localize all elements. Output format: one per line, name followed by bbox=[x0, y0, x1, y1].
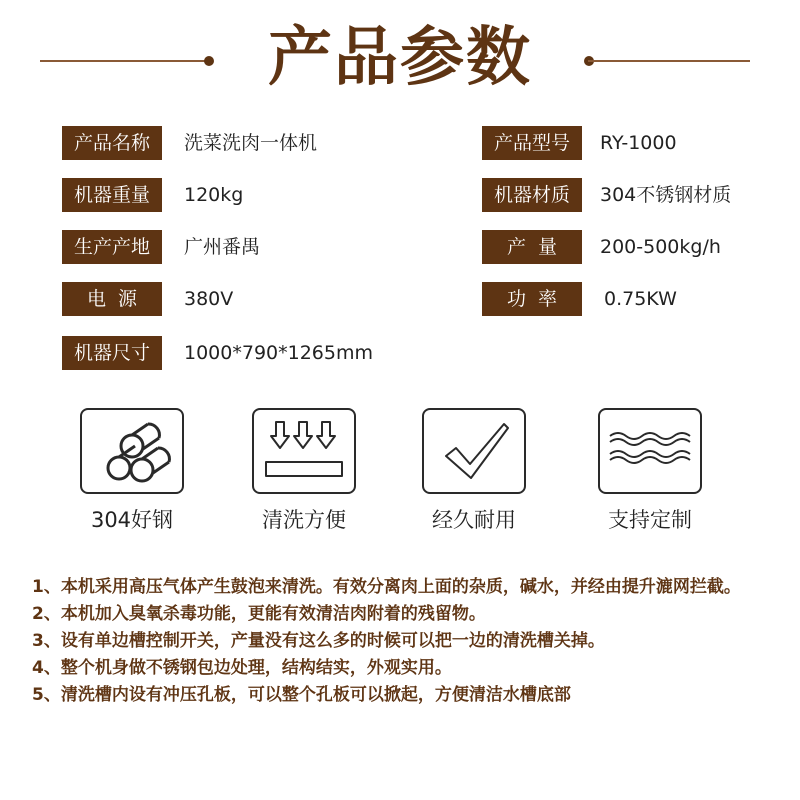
note-item: 2、本机加入臭氧杀毒功能，更能有效清洁肉附着的残留物。 bbox=[32, 604, 486, 624]
spec-label-power: 功 率 bbox=[482, 282, 582, 316]
feature-label-custom: 支持定制 bbox=[608, 508, 692, 532]
note-item: 4、整个机身做不锈钢包边处理，结构结实，外观实用。 bbox=[32, 658, 452, 678]
note-item: 5、清洗槽内设有冲压孔板，可以整个孔板可以掀起，方便清洁水槽底部 bbox=[32, 685, 571, 705]
spec-label-origin: 生产产地 bbox=[62, 230, 162, 264]
note-item: 3、设有单边槽控制开关，产量没有这么多的时候可以把一边的清洗槽关掉。 bbox=[32, 631, 605, 651]
header-divider-right bbox=[588, 60, 750, 62]
page-title: 产品参数 bbox=[268, 21, 532, 95]
spec-value-name: 洗菜洗肉一体机 bbox=[184, 132, 318, 154]
feature-label-durable: 经久耐用 bbox=[432, 508, 516, 532]
header bbox=[0, 0, 800, 110]
feature-label-wash: 清洗方便 bbox=[262, 508, 346, 532]
feature-card-custom bbox=[598, 408, 702, 494]
steel-pipes-icon bbox=[82, 410, 182, 492]
spec-label-output: 产 量 bbox=[482, 230, 582, 264]
spec-value-weight: 120kg bbox=[184, 184, 244, 206]
spec-label-weight: 机器重量 bbox=[62, 178, 162, 212]
spec-label-name: 产品名称 bbox=[62, 126, 162, 160]
description-notes bbox=[32, 574, 788, 709]
feature-label-steel: 304好钢 bbox=[90, 508, 174, 532]
spec-value-size: 1000*790*1265mm bbox=[184, 342, 373, 364]
spec-value-power-source: 380V bbox=[184, 288, 234, 310]
note-item: 1、本机采用高压气体产生鼓泡来清洗。有效分离肉上面的杂质，碱水，并经由提升漉网拦截。 bbox=[32, 577, 741, 597]
spec-label-power-source: 电 源 bbox=[62, 282, 162, 316]
spec-value-model: RY-1000 bbox=[600, 132, 677, 154]
wash-arrows-icon bbox=[254, 410, 354, 492]
spec-value-material: 304不锈钢材质 bbox=[600, 184, 732, 206]
feature-card-steel bbox=[80, 408, 184, 494]
checkmark-icon bbox=[424, 410, 524, 492]
spec-value-origin: 广州番禺 bbox=[184, 236, 261, 258]
spec-label-model: 产品型号 bbox=[482, 126, 582, 160]
spec-value-power: 0.75KW bbox=[604, 288, 677, 310]
waves-icon bbox=[600, 410, 700, 492]
spec-label-material: 机器材质 bbox=[482, 178, 582, 212]
spec-label-size: 机器尺寸 bbox=[62, 336, 162, 370]
feature-card-durable bbox=[422, 408, 526, 494]
feature-card-wash bbox=[252, 408, 356, 494]
spec-value-output: 200-500kg/h bbox=[600, 236, 721, 258]
